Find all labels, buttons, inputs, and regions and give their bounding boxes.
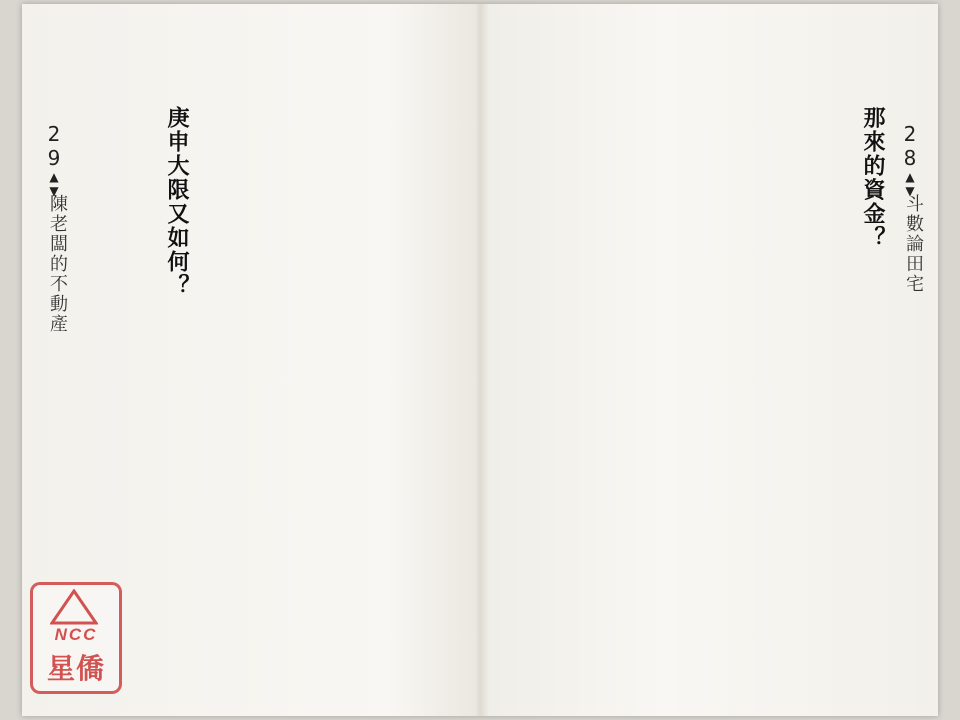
page-number-28: 28▲▼	[898, 122, 922, 198]
page-28	[480, 4, 938, 716]
section-heading-funds: 那來的資金？	[860, 106, 886, 250]
watermark-stamp	[30, 582, 122, 694]
running-head-right: 斗數論田宅	[903, 194, 924, 294]
watermark-latin: NCC	[54, 625, 98, 644]
page-number-29: 29▲▼	[42, 122, 66, 198]
running-head-left: 陳老闆的不動產	[47, 194, 68, 334]
section-heading-gengshen: 庚申大限又如何？	[164, 106, 190, 298]
book-spread	[22, 4, 938, 716]
triangle-logo-icon	[50, 589, 98, 625]
watermark-chinese: 星僑	[46, 652, 105, 685]
